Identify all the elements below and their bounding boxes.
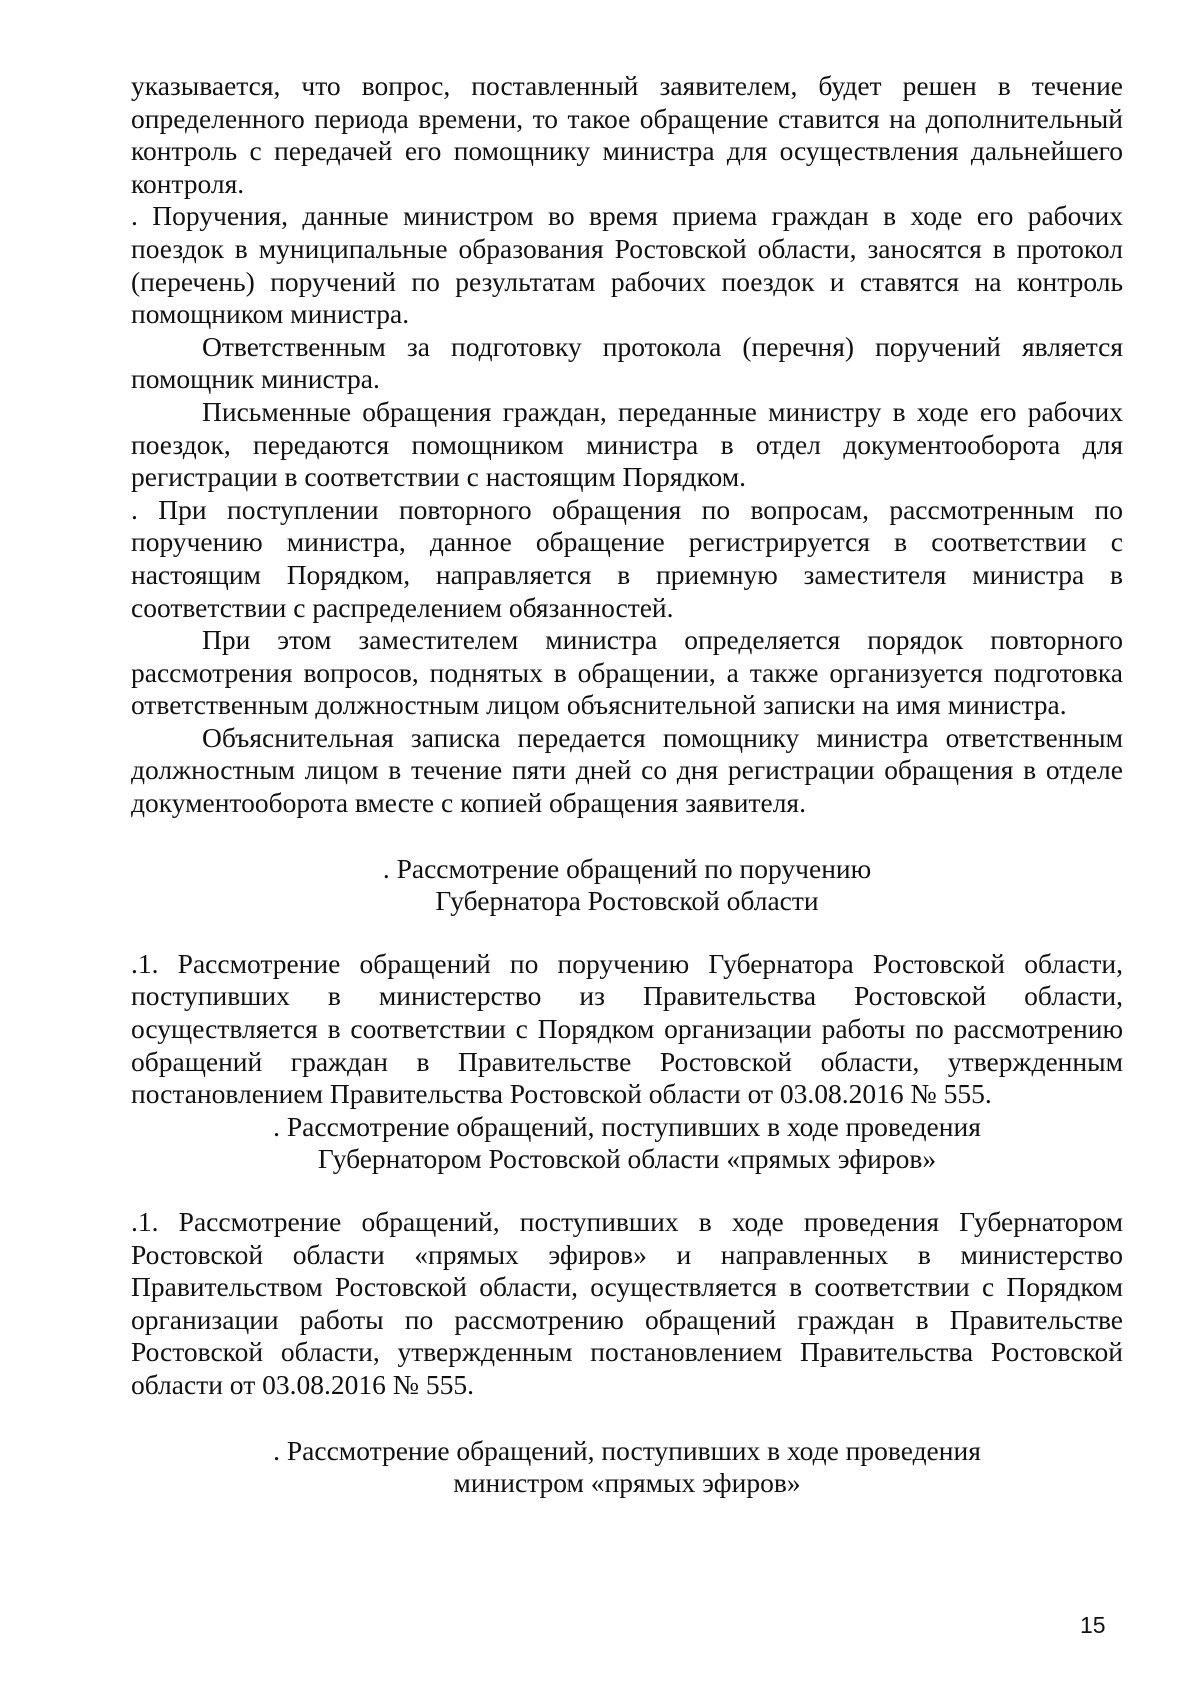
document-body (131, 70, 1123, 1500)
paragraph-control-continuation: указывается, что вопрос, поставленный заявителем, будет решен в течение определенного периода времени, то такое обращение ставится на дополнительный контроль с передачей его помощнику министра для осуществления дальнейшего контроля. (131, 70, 1123, 199)
spacer (131, 1402, 1123, 1435)
section-heading-line: Губернатором Ростовской области «прямых эфиров» (317, 1143, 937, 1175)
spacer (131, 1176, 1123, 1206)
paragraph-protocol-responsible: Ответственным за подготовку протокола (перечня) поручений является помощник министра. (131, 330, 1123, 395)
paragraph-governor-live: .1. Рассмотрение обращений, поступивших в ходе проведения Губернатором Ростовской области «прямых эфиров» и направленных в министерство Правительством Ростовской области, осуществляется в соответствии с Порядком организации работы по рассмотрению обращений граждан в Правительстве Ростовской области, утвержденным постановлением Правительства Ростовской области от 03.08.2016 № 555. (131, 1206, 1123, 1400)
paragraph-trip-instructions: . Поручения, данные министром во время приема граждан в ходе его рабочих поездок в муниципальные образования Ростовской области, заносятся в протокол (перечень) поручений по результатам рабочих поездок и ставятся на контроль помощником министра. (131, 200, 1123, 330)
section-heading-minister-live (131, 1435, 1123, 1500)
paragraph-written-appeals: Письменные обращения граждан, переданные министру в ходе его рабочих поездок, передаются помощником министра в отдел документооборота для регистрации в соответствии с настоящим Порядком. (131, 395, 1123, 493)
section-heading-governor-instructions (131, 853, 1123, 918)
paragraph-deputy-procedure: При этом заместителем министра определяется порядок повторного рассмотрения вопросов, поднятых в обращении, а также организуется подготовка ответственным должностным лицом объяснительной записки на имя министра. (131, 624, 1123, 721)
section-heading-line: . Рассмотрение обращений по поручению (382, 852, 872, 884)
paragraph-repeat-appeal: . При поступлении повторного обращения по вопросам, рассмотренным по поручению министра, данное обращение регистрируется в соответствии с настоящим Порядком, направляется в приемную заместителя министра в соответствии с распределением обязанностей. (131, 493, 1123, 623)
paragraph-explanatory-note: Объяснительная записка передается помощнику министра ответственным должностным лицом в течение пяти дней со дня регистрации обращения в отделе документооборота вместе с копией обращения заявителя. (131, 721, 1123, 819)
section-heading-line: министром «прямых эфиров» (453, 1467, 801, 1499)
spacer (131, 820, 1123, 853)
section-heading-governor-live (131, 1111, 1123, 1176)
section-heading-line: Губернатора Ростовской области (435, 885, 819, 917)
section-heading-line: . Рассмотрение обращений, поступивших в ходе проведения (273, 1434, 981, 1466)
section-heading-line: . Рассмотрение обращений, поступивших в ходе проведения (273, 1110, 981, 1142)
spacer (131, 918, 1123, 948)
paragraph-governor-instructions: .1. Рассмотрение обращений по поручению Губернатора Ростовской области, поступивших в министерство из Правительства Ростовской области, осуществляется в соответствии с Порядком организации работы по рассмотрению обращений граждан в Правительстве Ростовской области, утвержденным постановлением Правительства Ростовской области от 03.08.2016 № 555. (131, 947, 1123, 1110)
page-number: 15 (1080, 1612, 1106, 1638)
